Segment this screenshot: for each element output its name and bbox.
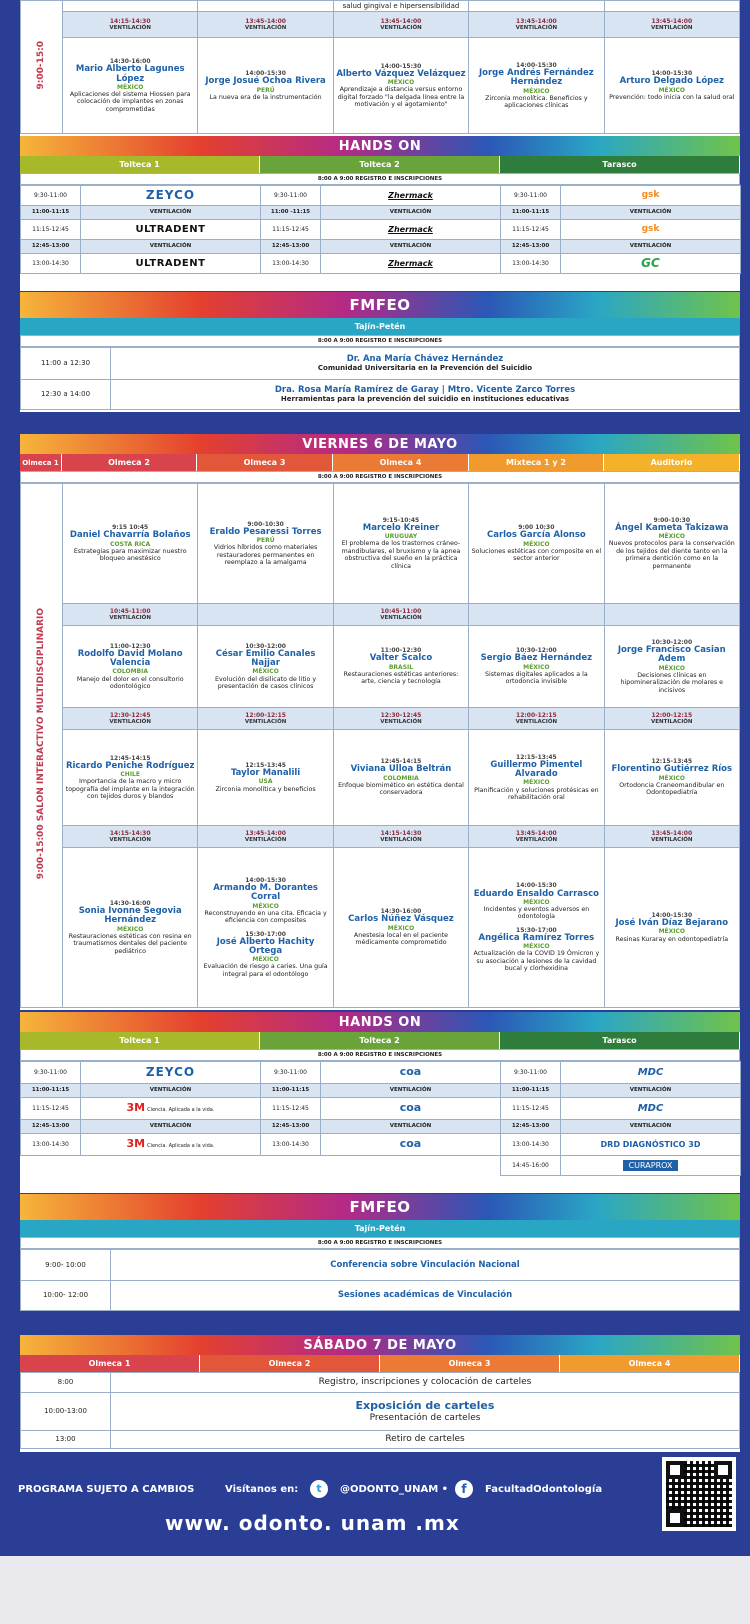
room-header: Olmeca 2 [62,454,197,471]
vent-cell: 12:00-12:15 VENTILACIÓN [469,708,604,730]
talk-cell: 12:15-13:45 Taylor Manalili USA Zirconia monolítica y beneficios [198,730,333,826]
talk-cell: 11:00-12:30 Valter Scalco BRASIL Restauraciones estéticas anteriores: arte, ciencia y tecnología [333,626,468,708]
drd-logo: DRD DIAGNÓSTICO 3D [561,1134,741,1156]
room-header: Auditorio [604,454,740,471]
time-cell: 12:45-13:00 [501,240,561,254]
facebook-handle[interactable]: FacultadOdontología [485,1484,603,1495]
time-cell: 13:00-14:30 [261,254,321,274]
room-header: Olmeca 3 [380,1355,560,1372]
hands-on-title: HANDS ON [20,1012,740,1032]
time-cell: 9:30-11:00 [261,186,321,206]
vent-cell: VENTILACIÓN [561,206,741,220]
room-header: Tolteca 1 [20,156,260,173]
vent-cell: 12:00-12:15 VENTILACIÓN [198,708,333,730]
time-cell: 14:45-16:00 [501,1156,561,1176]
time-cell: 12:45-13:00 [261,240,321,254]
talk-cell: 12:45-14:15 Viviana Ulloa Beltrán COLOMBIA Enfoque biomimético en estética dental conservadora [333,730,468,826]
fmfeo-section-2 [20,1194,740,1310]
fmfeo-table [20,1249,740,1311]
time-cell: 12:45-13:00 [261,1120,321,1134]
vent-cell: VENTILACIÓN [321,240,501,254]
coa-logo: coa [321,1098,501,1120]
time-cell: 12:45-13:00 [21,1120,81,1134]
day-title: SÁBADO 7 DE MAYO [20,1335,740,1355]
program-note: PROGRAMA SUJETO A CAMBIOS [18,1484,195,1495]
zeyco-logo: ZEYCO [81,1062,261,1084]
vent-cell: VENTILACIÓN [561,1084,741,1098]
sabado-table [20,1372,740,1449]
room-header-row [20,1032,740,1049]
time-cell: 13:00 [21,1431,111,1449]
room-header: Tolteca 1 [20,1032,260,1049]
vent-cell: 10:45-11:00 VENTILACIÓN [333,604,468,626]
room-header: Tolteca 2 [260,1032,500,1049]
time-cell: 11:15-12:45 [501,1098,561,1120]
room-header: Tarasco [500,156,740,173]
vent-cell: VENTILACIÓN [321,1120,501,1134]
time-cell: 10:00- 12:00 [21,1281,111,1311]
vent-cell: VENTILACIÓN [321,206,501,220]
time-cell: 9:30-11:00 [21,186,81,206]
room-header-row [20,1355,740,1372]
talk-cell: 10:30-12:00 Jorge Francisco Casian Adem MÉXICO Decisiones clínicas en hipomineralización de molares e incisivos [604,626,739,708]
time-cell: 10:00-13:00 [21,1393,111,1431]
time-cell: 13:00-14:30 [501,1134,561,1156]
time-cell: 11:15-12:45 [501,220,561,240]
talk-cell: 14:30-16:00 Carlos Núñez Vásquez MÉXICO Anestesia local en el paciente médicamente comprometido [333,848,468,1008]
vertical-room-label: 9:00-15:00 SALON INTERACTIVO MULTIDISCIPLINARIO [21,484,63,1008]
time-cell: 11:00-11:15 [501,206,561,220]
coa-logo: coa [321,1062,501,1084]
talk-cell: 14:00-15:30 José Iván Díaz Bejarano MÉXICO Resinas Kuraray en odontopediatría [604,848,739,1008]
fmfeo-table [20,347,740,410]
vent-cell: VENTILACIÓN [81,206,261,220]
vent-cell: 12:30-12:45 VENTILACIÓN [63,708,198,730]
vent-cell: 13:45-14:00 VENTILACIÓN [604,12,739,38]
vent-cell: VENTILACIÓN [321,1084,501,1098]
vent-cell: 14:15-14:30 VENTILACIÓN [63,12,198,38]
talk-cell: 10:30-12:00 Sergio Báez Hernández MÉXICO Sistemas digitales aplicados a la ortodoncia invisible [469,626,604,708]
time-cell: 11:00 a 12:30 [21,348,111,380]
twitter-handle[interactable]: @ODONTO_UNAM • [340,1484,449,1495]
vent-cell [604,604,739,626]
sabado-item: Registro, inscripciones y colocación de carteles [111,1373,740,1393]
room-header: Olmeca 1 [20,1355,200,1372]
vent-cell: 14:15-14:30 VENTILACIÓN [63,826,198,848]
vent-cell: 12:00-12:15 VENTILACIÓN [604,708,739,730]
vent-cell: 12:30-12:45 VENTILACIÓN [333,708,468,730]
time-cell: 11:15-12:45 [261,220,321,240]
zhermack-logo: Zhermack [321,186,501,206]
vent-cell [198,604,333,626]
gsk-logo: gsk [561,186,741,206]
talk-cell: 12:45-14:15 Ricardo Peniche Rodríguez CHILE Importancia de la macro y micro topografía del implante en la integración con tejidos duros y blandos [63,730,198,826]
hands-on-section-2 [20,1012,740,1193]
blank-area [0,1556,750,1624]
talk-cell: 14:30-16:00 Mario Alberto Lagunes López MÉXICO Aplicaciones del sistema Hiossen para colocación de implantes en zonas comprometidas [63,38,198,134]
hands-on-title: HANDS ON [20,136,740,156]
fmfeo-talk: Sesiones académicas de Vinculación [111,1281,740,1311]
vent-cell: 10:45-11:00 VENTILACIÓN [63,604,198,626]
footer [0,1453,750,1556]
visit-label: Visítanos en: [225,1484,299,1495]
room-header: Olmeca 3 [197,454,333,471]
time-cell: 11:15-12:45 [261,1098,321,1120]
talk-cell: 10:30-12:00 César Emilio Canales Najjar MÉXICO Evolución del disilicato de litio y presentación de casos clínicos [198,626,333,708]
time-cell: 11:00-11:15 [261,1084,321,1098]
talk-cell: 14:30-16:00 Sonia Ivonne Segovia Hernández MÉXICO Restauraciones estéticas con resina en traumatismos dentales del paciente pediátrico [63,848,198,1008]
talk-cell: 12:15-13:45 Florentino Gutiérrez Ríos MÉXICO Ortodoncia Craneomandibular en Odontopediatría [604,730,739,826]
time-cell: 11:00 -11:15 [261,206,321,220]
time-cell: 9:30-11:00 [21,1062,81,1084]
vent-cell: 14:15-14:30 VENTILACIÓN [333,826,468,848]
sabado-item: Retiro de carteles [111,1431,740,1449]
talk-cell: 9:00 10:30 Carlos García Alonso MÉXICO Soluciones estéticas con composite en el sector anterior [469,484,604,604]
registration-note: 8:00 A 9:00 REGISTRO E INSCRIPCIONES [20,335,740,347]
talk-cell: 11:00-12:30 Rodolfo David Molano Valencia COLOMBIA Manejo del dolor en el consultorio odontológico [63,626,198,708]
fmfeo-talk: Dr. Ana María Chávez Hernández Comunidad Universitaria en la Prevención del Suicidio [111,348,740,380]
ultradent-logo: ULTRADENT [81,254,261,274]
vent-cell: VENTILACIÓN [81,1084,261,1098]
partial-topic: salud gingival e hipersensibilidad [333,1,468,12]
top-talks-table [20,0,740,134]
3m-logo: 3M Ciencia. Aplicada a la vida. [81,1098,261,1120]
viernes-section [20,434,740,1010]
talk-cell: 12:15-13:45 Guillermo Pimentel Alvarado MÉXICO Planificación y soluciones protésicas en rehabilitación oral [469,730,604,826]
gc-logo: GC [561,254,741,274]
time-cell: 12:45-13:00 [501,1120,561,1134]
fmfeo-title: FMFEO [20,1194,740,1220]
vent-cell: 13:45-14:00 VENTILACIÓN [198,826,333,848]
room-header: Olmeca 4 [560,1355,740,1372]
top-schedule-block [20,0,740,136]
zhermack-logo: Zhermack [321,220,501,240]
zeyco-logo: ZEYCO [81,186,261,206]
vent-cell: VENTILACIÓN [561,240,741,254]
time-cell: 13:00-14:30 [501,254,561,274]
room-header: Tolteca 2 [260,156,500,173]
curaprox-logo: CURAPROX [561,1156,741,1176]
fmfeo-room-header: Tajín-Petén [20,318,740,335]
vent-cell: 13:45-14:00 VENTILACIÓN [333,12,468,38]
3m-logo: 3M Ciencia. Aplicada a la vida. [81,1134,261,1156]
vent-cell: VENTILACIÓN [81,240,261,254]
talk-cell: 9:00-10:30 Eraldo Pesaressi Torres PERÚ Vidrios híbridos como materiales restauradores permanentes en reemplazo a la amalgama [198,484,333,604]
time-cell: 9:00- 10:00 [21,1250,111,1281]
sabado-item: Exposición de carteles Presentación de carteles [111,1393,740,1431]
time-cell: 12:30 a 14:00 [21,380,111,410]
time-cell: 13:00-14:30 [21,1134,81,1156]
talk-cell-stacked: 14:00-15:30 Eduardo Ensaldo Carrasco MÉXICO Incidentes y eventos adversos en odontología 15:30-17:00 Angélica Ramírez Torres MÉXICO Actualización de la COVID 19 Ómicron y su asociación a lesiones de la cavidad bucal y clorhexidina [469,848,604,1008]
mdc-logo: MDC [561,1098,741,1120]
site-url[interactable]: www. odonto. unam .mx [165,1511,460,1535]
zhermack-logo: Zhermack [321,254,501,274]
hands-on-table [20,185,741,274]
room-header: Olmeca 4 [333,454,469,471]
time-cell: 12:45-13:00 [21,240,81,254]
room-header: Mixteca 1 y 2 [469,454,604,471]
time-cell: 8:00 [21,1373,111,1393]
talk-cell-stacked: 14:00-15:30 Armando M. Dorantes Corral MÉXICO Reconstruyendo en una cita. Eficacia y eficiencia con composites 15:30-17:00 José Alberto Hachity Ortega MÉXICO Evaluación de riesgo a caries. Una guía integral para el odontólogo [198,848,333,1008]
talk-cell: 14:00-15:30 Alberto Vázquez Velázquez MÉXICO Aprendizaje a distancia versus entorno digital forzado "la delgada línea entre la motivación y el agotamiento" [333,38,468,134]
room-header-row [20,454,740,471]
facebook-icon[interactable]: f [455,1480,473,1498]
fmfeo-section-1 [20,292,740,412]
fmfeo-room-header: Tajín-Petén [20,1220,740,1237]
vent-cell: 13:45-14:00 VENTILACIÓN [198,12,333,38]
ultradent-logo: ULTRADENT [81,220,261,240]
talk-cell: 14:00-15:30 Jorge Josué Ochoa Rivera PERÚ La nueva era de la instrumentación [198,38,333,134]
vent-cell: VENTILACIÓN [81,1120,261,1134]
talk-cell: 14:00-15:30 Arturo Delgado López MÉXICO Prevención: todo inicia con la salud oral [604,38,739,134]
room-header: Tarasco [500,1032,740,1049]
vent-cell: 13:45-14:00 VENTILACIÓN [469,12,604,38]
fmfeo-talk: Dra. Rosa María Ramírez de Garay | Mtro. Vicente Zarco Torres Herramientas para la prevención del suicidio en instituciones educativas [111,380,740,410]
vertical-time-label: 9:00-15:0 [21,1,63,134]
registration-note: 8:00 A 9:00 REGISTRO E INSCRIPCIONES [20,173,740,185]
room-header-row [20,156,740,173]
sabado-section [20,1335,740,1452]
twitter-icon[interactable]: t [310,1480,328,1498]
mdc-logo: MDC [561,1062,741,1084]
hands-on-section-1 [20,136,740,291]
qr-code-icon [662,1457,736,1531]
time-cell: 11:00-11:15 [21,206,81,220]
time-cell: 9:30-11:00 [501,186,561,206]
talk-cell: 9:15 10:45 Daniel Chavarría Bolaños COSTA RICA Estrategias para maximizar nuestro bloqueo anestésico [63,484,198,604]
registration-note: 8:00 A 9:00 REGISTRO E INSCRIPCIONES [20,1237,740,1249]
vent-cell: VENTILACIÓN [561,1120,741,1134]
time-cell: 11:00-11:15 [501,1084,561,1098]
room-header: Olmeca 2 [200,1355,380,1372]
coa-logo: coa [321,1134,501,1156]
talk-cell: 9:00-10:30 Ángel Kameta Takizawa MÉXICO Nuevos protocolos para la conservación de los tejidos del diente tanto en la primera dentición como en la permanente [604,484,739,604]
room-header: Olmeca 1 [20,454,62,471]
viernes-talks-table [20,483,740,1008]
fmfeo-talk: Conferencia sobre Vinculación Nacional [111,1250,740,1281]
time-cell: 11:15-12:45 [21,1098,81,1120]
vent-cell: 13:45-14:00 VENTILACIÓN [604,826,739,848]
time-cell: 9:30-11:00 [261,1062,321,1084]
hands-on-table [20,1061,741,1176]
vent-cell [469,604,604,626]
time-cell: 9:30-11:00 [501,1062,561,1084]
talk-cell: 14:00-15:30 Jorge Andrés Fernández Hernández MÉXICO Zirconia monolítica. Beneficios y aplicaciones clínicas [469,38,604,134]
registration-note: 8:00 A 9:00 REGISTRO E INSCRIPCIONES [20,471,740,483]
time-cell: 11:00-11:15 [21,1084,81,1098]
fmfeo-title: FMFEO [20,292,740,318]
time-cell: 13:00-14:30 [21,254,81,274]
time-cell: 11:15-12:45 [21,220,81,240]
gsk-logo: gsk [561,220,741,240]
day-title: VIERNES 6 DE MAYO [20,434,740,454]
time-cell: 13:00-14:30 [261,1134,321,1156]
registration-note: 8:00 A 9:00 REGISTRO E INSCRIPCIONES [20,1049,740,1061]
vent-cell: 13:45-14:00 VENTILACIÓN [469,826,604,848]
talk-cell: 9:15-10:45 Marcelo Kreiner URUGUAY El problema de los trastornos cráneo-mandibulares, el bruxismo y la apnea obstructiva del sueño en la práctica clínica [333,484,468,604]
